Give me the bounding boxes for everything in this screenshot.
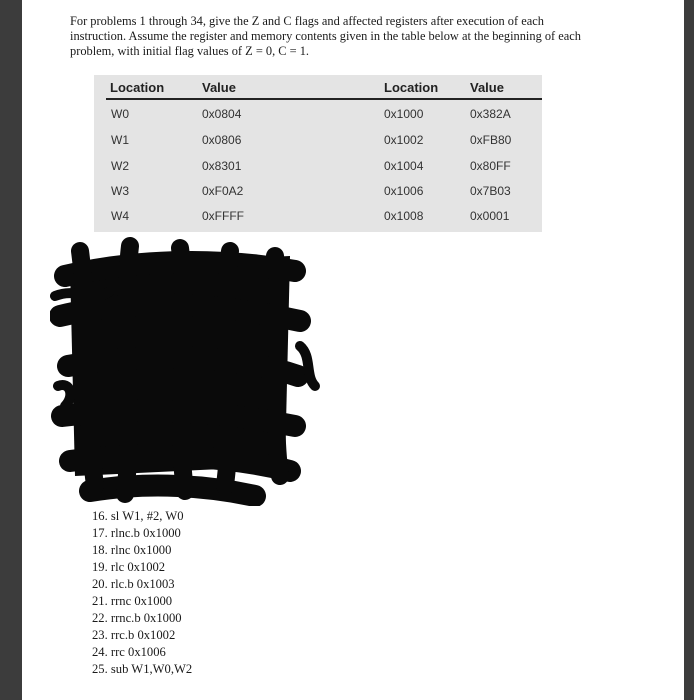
table-cell: 0x1000 [384,107,424,121]
list-item: 16. sl W1, #2, W0 [92,509,184,523]
table-cell: 0x80FF [470,159,511,173]
left-frame-bar [0,0,22,700]
list-item: 22. rrnc.b 0x1000 [92,611,182,625]
list-item: 20. rlc.b 0x1003 [92,577,175,591]
table-cell: 0xFFFF [202,209,244,223]
table-cell: 0x0804 [202,107,242,121]
header-location-1: Location [110,80,165,95]
table-cell: W4 [111,209,129,223]
list-item: 23. rrc.b 0x1002 [92,628,176,642]
right-frame-bar [684,0,694,700]
table-cell: 0x1002 [384,133,424,147]
table-cell: W0 [111,107,129,121]
header-location-2: Location [384,80,439,95]
table-cell: 0x8301 [202,159,242,173]
list-item: 18. rlnc 0x1000 [92,543,172,557]
table-cell: 0x1004 [384,159,424,173]
register-memory-table [94,75,542,232]
table-cell: 0xF0A2 [202,184,244,198]
intro-paragraph: For problems 1 through 34, give the Z and C flags and affected registers after execution of each instruction. Assume the register and memory contents given in the table below at the beginning of each problem, with initial flag values of Z = 0, C = 1. [70,14,581,58]
header-value-1: Value [202,80,236,95]
table-cell: W1 [111,133,129,147]
list-item: 25. sub W1,W0,W2 [92,662,193,676]
table-cell: W3 [111,184,129,198]
header-rule [106,98,542,100]
redaction-scribble [50,236,320,506]
list-item: 17. rlnc.b 0x1000 [92,526,181,540]
table-cell: 0x1008 [384,209,424,223]
table-cell: W2 [111,159,129,173]
list-item: 24. rrc 0x1006 [92,645,166,659]
table-cell: 0x0001 [470,209,510,223]
table-cell: 0x1006 [384,184,424,198]
list-item: 19. rlc 0x1002 [92,560,166,574]
problem-list [92,508,192,678]
table-cell: 0x7B03 [470,184,511,198]
list-item: 21. rrnc 0x1000 [92,594,173,608]
header-value-2: Value [470,80,504,95]
table-cell: 0xFB80 [470,133,512,147]
table-cell: 0x382A [470,107,511,121]
table-cell: 0x0806 [202,133,242,147]
